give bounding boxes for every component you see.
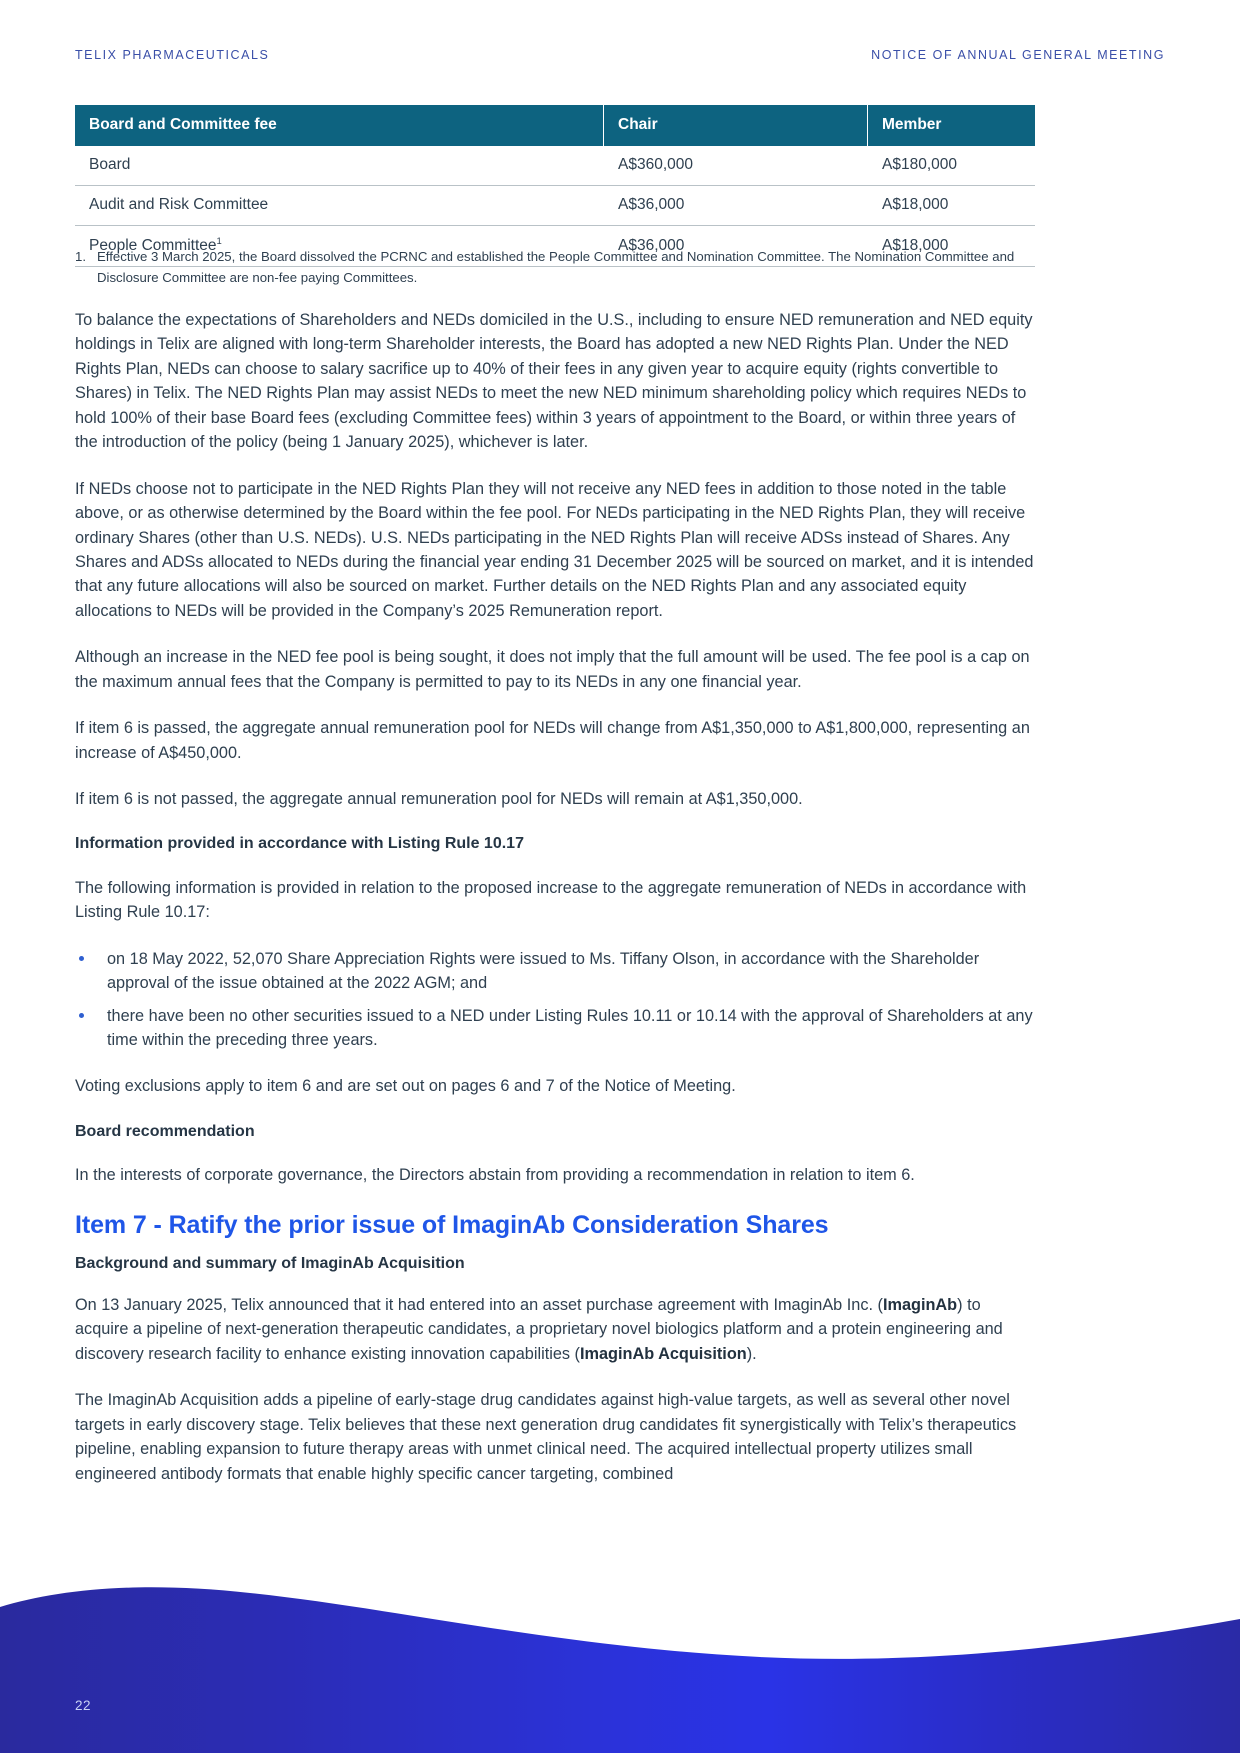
footnote-number: 1. — [75, 249, 86, 264]
list-item-text: on 18 May 2022, 52,070 Share Appreciation Rights were issued to Ms. Tiffany Olson, in accordance with the Shareholder approval of the issue obtained at the 2022 AGM; and — [107, 949, 980, 993]
table-header-row — [75, 105, 1035, 146]
fee-name-text: Audit and Risk Committee — [89, 196, 269, 213]
fee-name-text: Board — [89, 156, 131, 173]
document-body — [75, 308, 1037, 1508]
imaginab-defined-term: ImaginAb — [882, 1295, 958, 1314]
imaginab-text-part3: ). — [746, 1344, 757, 1363]
paragraph-imaginab-pipeline: The ImaginAb Acquisition adds a pipeline of early-stage drug candidates against high-value targets, as well as several other novel targets in early discovery stage. Telix believes that these next generation drug candidates fit synergistically with Telix’s therapeutics pipeline, enabling expansion to future therapy areas with unmet clinical need. The acquired intellectual property utilizes small engineered antibody formats that enable highly specific cancer targeting, combined — [75, 1391, 1017, 1483]
page-title-item-7: Item 7 - Ratify the prior issue of ImaginAb Consideration Shares — [75, 1210, 829, 1239]
paragraph-item6-not-passed: If item 6 is not passed, the aggregate annual remuneration pool for NEDs will remain at A$1,350,000. — [75, 790, 803, 808]
cell-chair-amount: A$360,000 — [604, 146, 868, 186]
cell-member-amount: A$18,000 — [868, 186, 1036, 226]
imaginab-text-part2: ) to acquire a pipeline of next-generation therapeutic candidates, a proprietary novel biologics platform and a protein engineering and discovery research facility to enhance existing innovation capabilities ( — [75, 1295, 1003, 1363]
cell-fee-name — [75, 146, 604, 186]
cell-chair-amount: A$36,000 — [604, 186, 868, 226]
column-header-member: Member — [868, 105, 1036, 146]
cell-member-amount: A$180,000 — [868, 146, 1036, 186]
running-header — [75, 45, 1165, 65]
wave-shape — [0, 1587, 1240, 1753]
subheading-board-recommendation: Board recommendation — [75, 1122, 255, 1140]
bullet-dot-icon — [79, 1013, 84, 1018]
cell-member-amount: A$18,000 — [868, 226, 1036, 267]
cell-chair-amount: A$36,000 — [604, 226, 868, 267]
paragraph-imaginab-agreement — [75, 1293, 1037, 1366]
paragraph-listing-rule-intro: The following information is provided in relation to the proposed increase to the aggregate remuneration of NEDs in accordance with Listing Rule 10.17: — [75, 878, 1027, 922]
subheading-listing-rule: Information provided in accordance with Listing Rule 10.17 — [75, 835, 524, 853]
footnote-text: Effective 3 March 2025, the Board dissolved the PCRNC and established the People Committee and Nomination Committee. The Nomination Committee and Disclosure Committee are non-fee paying Committees. — [97, 249, 1015, 286]
footer-wave-graphic — [0, 1563, 1240, 1753]
column-header-chair: Chair — [604, 105, 868, 146]
running-header-right: NOTICE OF ANNUAL GENERAL MEETING — [871, 48, 1165, 62]
imaginab-acquisition-defined-term: ImaginAb Acquisition — [579, 1344, 747, 1363]
paragraph-voting-exclusions: Voting exclusions apply to item 6 and are set out on pages 6 and 7 of the Notice of Meeting. — [75, 1077, 736, 1096]
column-header-fee: Board and Committee fee — [75, 105, 604, 146]
bullet-dot-icon — [79, 956, 84, 961]
list-item — [75, 1004, 1037, 1053]
table-row — [75, 146, 1035, 186]
fee-name-text: People Committee — [89, 237, 217, 255]
list-item — [75, 947, 1037, 996]
table-row — [75, 186, 1035, 226]
footnote-marker: 1 — [216, 236, 222, 247]
paragraph-item6-passed: If item 6 is passed, the aggregate annual remuneration pool for NEDs will change from A$1,350,000 to A$1,800,000, representing an increase of A$450,000. — [75, 719, 1030, 762]
table-header — [75, 105, 1035, 146]
list-item-text: there have been no other securities issued to a NED under Listing Rules 10.11 or 10.14 with the approval of Shareholders at any time within the preceding three years. — [107, 1006, 1033, 1050]
paragraph-ned-rights-plan: To balance the expectations of Shareholders and NEDs domiciled in the U.S., including to ensure NED remuneration and NED equity holdings in Telix are aligned with long-term Shareholder interests, the Board has adopted a new NED Rights Plan. Under the NED Rights Plan, NEDs can choose to salary sacrifice up to 40% of their fees in any given year to acquire equity (rights convertible to Shares) in Telix. The NED Rights Plan may assist NEDs to meet the new NED minimum shareholding policy which requires NEDs to hold 100% of their base Board fees (excluding Committee fees) within 3 years of appointment to the Board, or within three years of the introduction of the policy (being 1 January 2025), whichever is later. — [75, 311, 1033, 452]
board-committee-fee-table — [75, 105, 1035, 267]
listing-rule-bullet-list — [75, 947, 1037, 1053]
cell-fee-name — [75, 186, 604, 226]
paragraph-fee-pool-cap: Although an increase in the NED fee pool is being sought, it does not imply that the full amount will be used. The fee pool is a cap on the maximum annual fees that the Company is permitted to pay to its NEDs in any one financial year. — [75, 648, 1030, 691]
table-footnote — [75, 246, 1025, 289]
page-number: 22 — [75, 1698, 92, 1713]
paragraph-board-recommendation: In the interests of corporate governance, the Directors abstain from providing a recommendation in relation to item 6. — [75, 1166, 915, 1185]
paragraph-non-participation: If NEDs choose not to participate in the NED Rights Plan they will not receive any NED fees in addition to those noted in the table above, or as otherwise determined by the Board within the fee pool. For NEDs participating in the NED Rights Plan, they will receive ordinary Shares (other than U.S. NEDs). U.S. NEDs participating in the NED Rights Plan will receive ADSs instead of Shares. Any Shares and ADSs allocated to NEDs during the financial year ending 31 December 2025 will be sourced on market, and it is intended that any future allocations will also be sourced on market. Further details on the NED Rights Plan and any associated equity allocations to NEDs will be provided in the Company’s 2025 Remuneration report. — [75, 479, 1034, 620]
running-header-left: TELIX PHARMACEUTICALS — [75, 48, 270, 62]
imaginab-text-part1: On 13 January 2025, Telix announced that it had entered into an asset purchase agreement with ImaginAb Inc. ( — [75, 1295, 883, 1314]
subheading-imaginab-background: Background and summary of ImaginAb Acquisition — [75, 1254, 465, 1272]
footnote-row — [75, 246, 1025, 289]
